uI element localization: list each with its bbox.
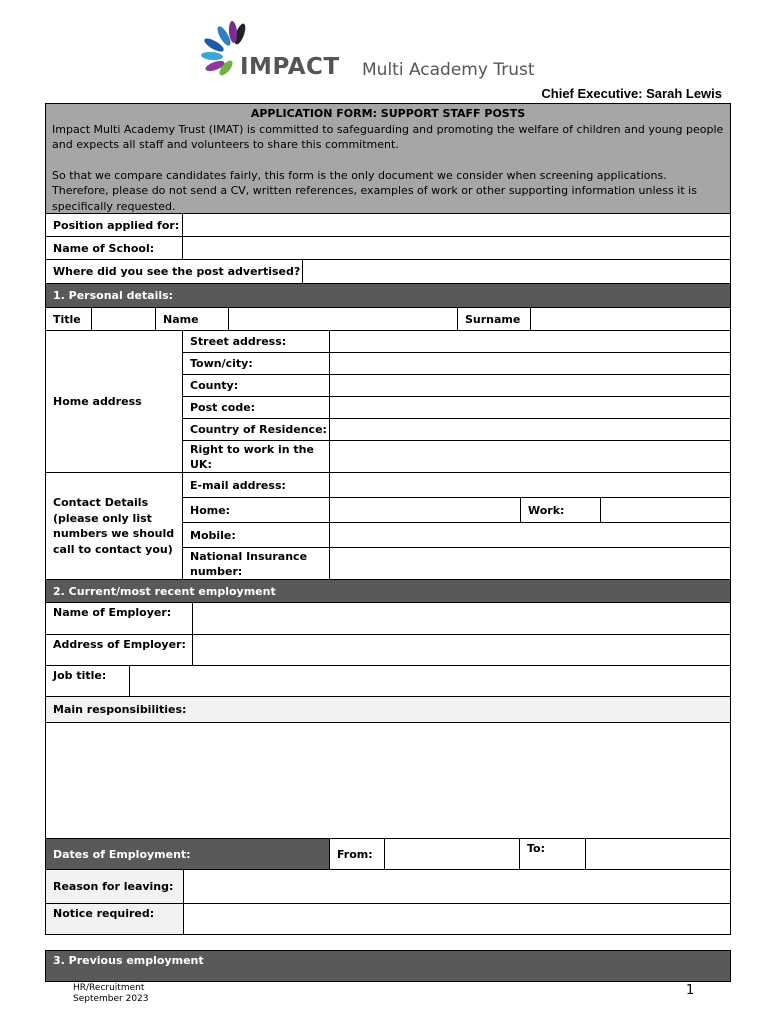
country-field[interactable] xyxy=(329,418,731,441)
employer-address-field[interactable] xyxy=(192,634,731,666)
right-to-work-label: Right to work in the UK: xyxy=(182,440,330,473)
title-label: Title xyxy=(45,307,92,331)
section-employment-heading: 2. Current/most recent employment xyxy=(45,579,731,603)
town-label: Town/city: xyxy=(182,352,330,375)
section-personal-heading: 1. Personal details: xyxy=(45,283,731,308)
name-field[interactable] xyxy=(228,307,458,331)
school-field[interactable] xyxy=(182,236,731,260)
advertised-label: Where did you see the post advertised? xyxy=(45,259,303,284)
mobile-field[interactable] xyxy=(329,522,731,548)
county-field[interactable] xyxy=(329,374,731,397)
county-label: County: xyxy=(182,374,330,397)
right-to-work-field[interactable] xyxy=(329,440,731,473)
surname-label: Surname xyxy=(457,307,531,331)
ni-label: National Insurance number: xyxy=(182,547,330,580)
ni-field[interactable] xyxy=(329,547,731,580)
to-field[interactable] xyxy=(585,838,731,870)
email-field[interactable] xyxy=(329,472,731,498)
position-label: Position applied for: xyxy=(45,213,183,237)
section-previous-heading: 3. Previous employment xyxy=(45,950,731,982)
employer-address-label: Address of Employer: xyxy=(45,634,193,666)
street-field[interactable] xyxy=(329,330,731,353)
reason-field[interactable] xyxy=(183,869,731,904)
contact-details-label: Contact Details (please only list numbers we should call to contact you) xyxy=(45,472,183,580)
home-address-label: Home address xyxy=(45,330,183,473)
dates-label: Dates of Employment: xyxy=(45,838,330,870)
footer-line-1: HR/Recruitment xyxy=(73,983,145,993)
postcode-field[interactable] xyxy=(329,396,731,419)
surname-field[interactable] xyxy=(530,307,731,331)
intro-paragraph-2: So that we compare candidates fairly, this form is the only document we consider when screening applications. Therefore, please do not send a CV, written references, examples of work or other supporting information unless it is specifically requested. xyxy=(52,168,697,213)
job-title-field[interactable] xyxy=(129,665,731,697)
postcode-label: Post code: xyxy=(182,396,330,419)
from-label: From: xyxy=(329,838,385,870)
responsibilities-field[interactable] xyxy=(45,722,731,839)
school-label: Name of School: xyxy=(45,236,183,260)
from-field[interactable] xyxy=(384,838,520,870)
footer-reference xyxy=(73,983,149,1005)
logo-word: IMPACT xyxy=(240,54,340,80)
employer-name-label: Name of Employer: xyxy=(45,602,193,635)
town-field[interactable] xyxy=(329,352,731,375)
work-phone-field[interactable] xyxy=(600,497,731,523)
page-number: 1 xyxy=(686,983,695,998)
intro-paragraph-1: Impact Multi Academy Trust (IMAT) is committed to safeguarding and promoting the welfare of children and young people and expects all staff and volunteers to share this commitment. xyxy=(52,122,724,151)
name-label: Name xyxy=(155,307,229,331)
email-label: E-mail address: xyxy=(182,472,330,498)
chief-executive: Chief Executive: Sarah Lewis xyxy=(541,86,722,101)
responsibilities-label: Main responsibilities: xyxy=(45,696,731,723)
notice-field[interactable] xyxy=(183,903,731,935)
position-field[interactable] xyxy=(182,213,731,237)
mobile-label: Mobile: xyxy=(182,522,330,548)
country-label: Country of Residence: xyxy=(182,418,330,441)
street-label: Street address: xyxy=(182,330,330,353)
logo-subtitle: Multi Academy Trust xyxy=(362,60,535,80)
employer-name-field[interactable] xyxy=(192,602,731,635)
work-phone-label: Work: xyxy=(520,497,601,523)
logo xyxy=(200,20,560,82)
reason-label: Reason for leaving: xyxy=(45,869,184,904)
intro-box xyxy=(45,103,731,214)
notice-label: Notice required: xyxy=(45,903,184,935)
footer-line-2: September 2023 xyxy=(73,994,149,1004)
form-title: APPLICATION FORM: SUPPORT STAFF POSTS xyxy=(250,107,526,120)
job-title-label: Job title: xyxy=(45,665,130,697)
home-phone-field[interactable] xyxy=(329,497,521,523)
title-field[interactable] xyxy=(91,307,156,331)
to-label: To: xyxy=(519,838,586,870)
advertised-field[interactable] xyxy=(302,259,731,284)
home-phone-label: Home: xyxy=(182,497,330,523)
